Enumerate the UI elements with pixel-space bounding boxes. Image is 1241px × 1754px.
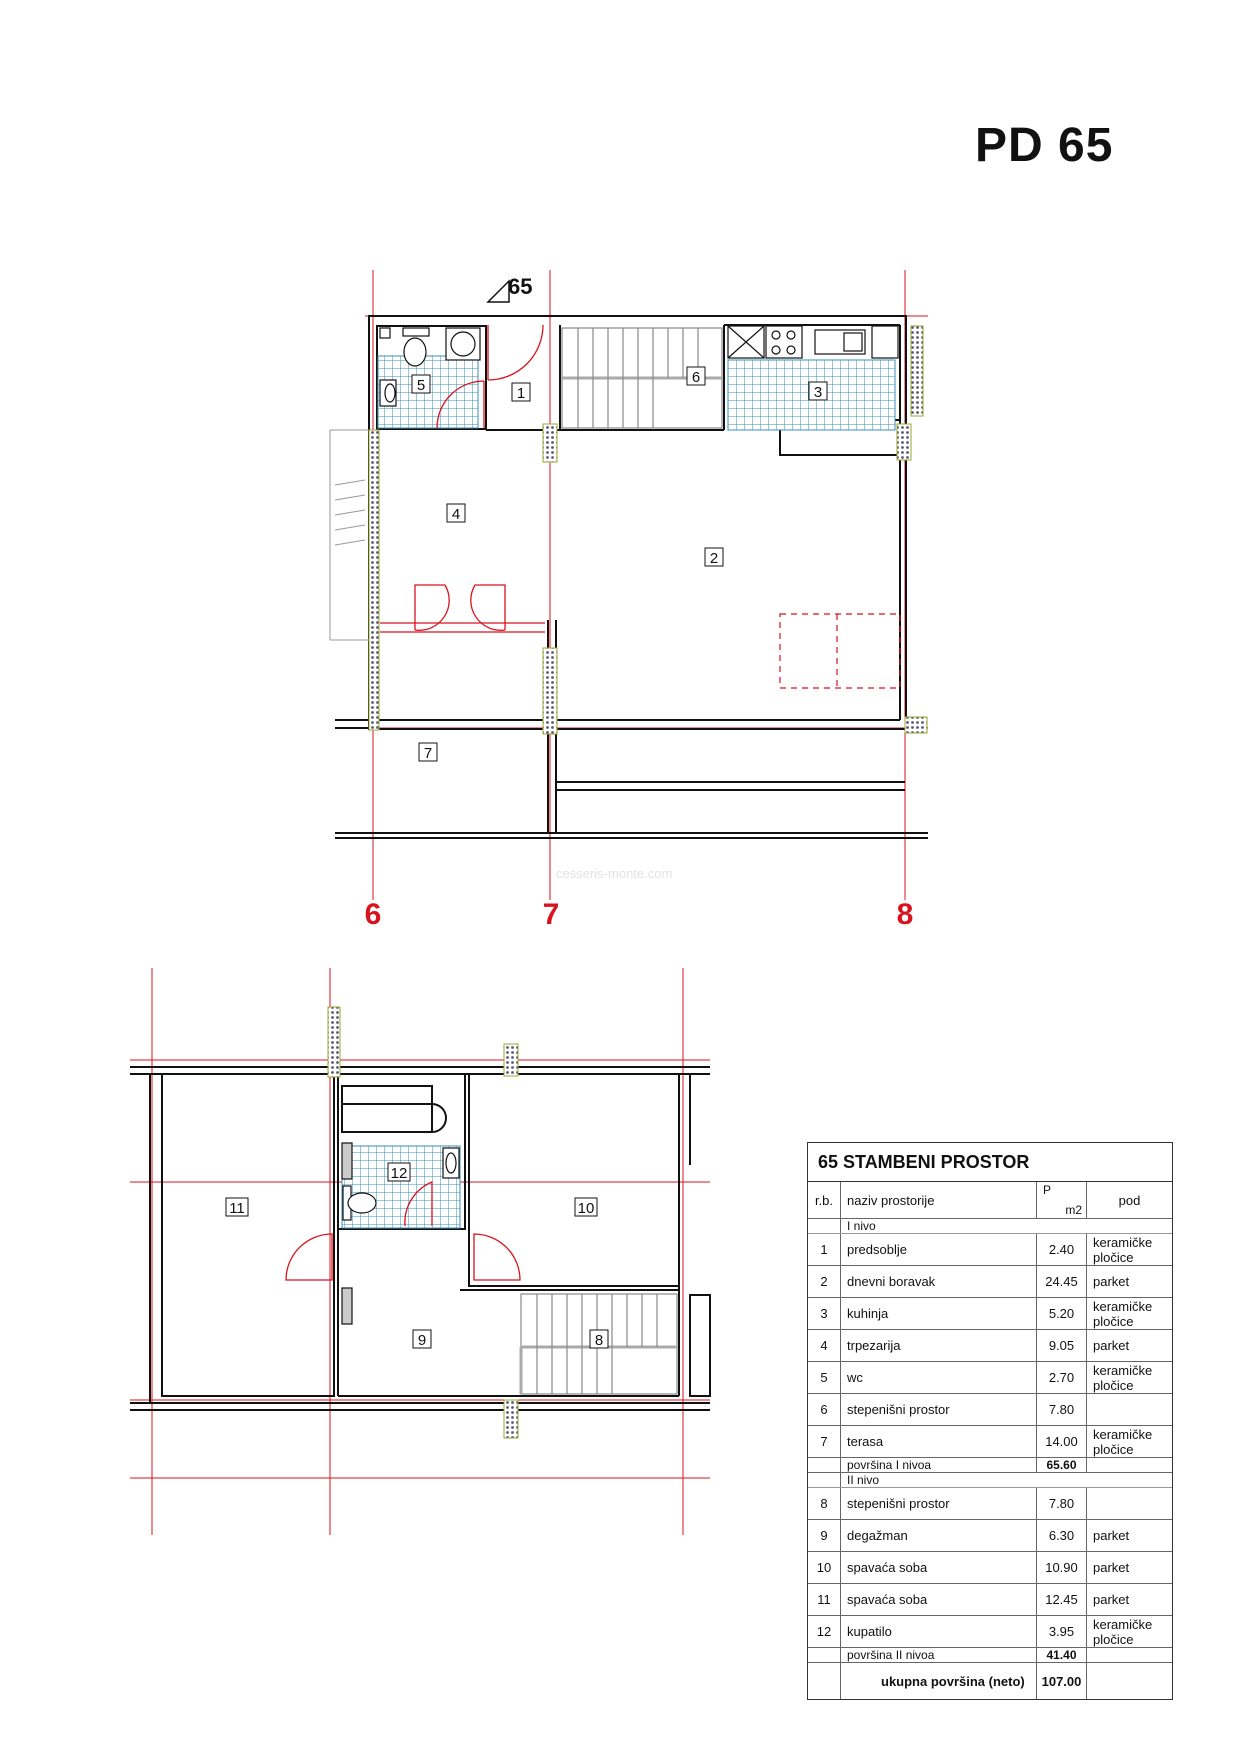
room-number: 10: [808, 1552, 841, 1583]
grid-lines-level-2: [130, 968, 710, 1535]
level-2-total-label: površina II nivoa: [841, 1648, 1037, 1662]
room-name: dnevni boravak: [841, 1266, 1037, 1297]
room-label-9: [413, 1330, 431, 1349]
kitchen-fixtures: [728, 326, 898, 358]
room-name: stepenišni prostor: [841, 1394, 1037, 1425]
room-label-3: [809, 382, 827, 401]
room-number: 1: [808, 1234, 841, 1265]
room-label-5: [412, 375, 430, 394]
room-area-table: [807, 1142, 1173, 1700]
room-name: kuhinja: [841, 1298, 1037, 1329]
room-name: stepenišni prostor: [841, 1488, 1037, 1519]
room-name: terasa: [841, 1426, 1037, 1457]
level-2-plan: [130, 968, 710, 1535]
room-number: 6: [808, 1394, 841, 1425]
room-area: 7.80: [1037, 1488, 1087, 1519]
room-label-11: [226, 1198, 248, 1217]
room-area: 2.40: [1037, 1234, 1087, 1265]
room-number: 7: [808, 1426, 841, 1457]
table-row: [808, 1234, 1172, 1266]
room-name: spavaća soba: [841, 1552, 1037, 1583]
room-label-2: [705, 548, 723, 567]
room-area: 10.90: [1037, 1552, 1087, 1583]
bathroom-tile-floor: [342, 1146, 460, 1228]
level-2-total-row: [808, 1648, 1172, 1663]
room-name: wc: [841, 1362, 1037, 1393]
table-row: [808, 1266, 1172, 1298]
table-row: [808, 1616, 1172, 1648]
room-area: 5.20: [1037, 1298, 1087, 1329]
page-title: PD 65: [975, 119, 1114, 172]
svg-text:12: 12: [390, 1165, 408, 1182]
axis-label-6: 6: [364, 898, 382, 931]
header-area-unit: m2: [1065, 1203, 1082, 1217]
room-label-4: [447, 504, 465, 523]
room-number: 3: [808, 1298, 841, 1329]
axis-label-8: 8: [896, 898, 914, 931]
level-1-label: I nivo: [847, 1219, 876, 1233]
dining-table-outline: [780, 614, 900, 688]
header-area-symbol: P: [1043, 1183, 1052, 1197]
room-floor: keramičke pločice: [1093, 1616, 1153, 1647]
room-label-12: [388, 1163, 410, 1182]
table-row: [808, 1426, 1172, 1458]
grand-total-row: [808, 1663, 1172, 1699]
room-area: 9.05: [1037, 1330, 1087, 1361]
room-number: 12: [808, 1616, 841, 1647]
level-1-total-row: [808, 1458, 1172, 1473]
table-header-row: [808, 1182, 1172, 1219]
room-area: 7.80: [1037, 1394, 1087, 1425]
room-area: 14.00: [1037, 1426, 1087, 1457]
table-row: [808, 1362, 1172, 1394]
room-number: 9: [808, 1520, 841, 1551]
room-label-6: [687, 367, 705, 386]
room-label-8: [590, 1330, 608, 1349]
level-1-total-value: 65.60: [1037, 1458, 1087, 1472]
grand-total-label: ukupna površina (neto): [841, 1663, 1037, 1699]
room-floor: [1087, 1394, 1172, 1425]
room-number: 11: [808, 1584, 841, 1615]
table-row: [808, 1298, 1172, 1330]
svg-text:3: 3: [813, 384, 823, 401]
room-name: degažman: [841, 1520, 1037, 1551]
header-name: naziv prostorije: [841, 1182, 1037, 1218]
level-1-label-row: [808, 1219, 1172, 1234]
table-row: [808, 1520, 1172, 1552]
watermark: cesseris-monte.com: [556, 866, 673, 881]
room-area: 24.45: [1037, 1266, 1087, 1297]
room-floor: keramičke pločice: [1093, 1362, 1153, 1393]
svg-text:8: 8: [594, 1332, 604, 1349]
svg-text:4: 4: [451, 506, 461, 523]
level-1-total-label: površina I nivoa: [841, 1458, 1037, 1472]
room-area: 6.30: [1037, 1520, 1087, 1551]
room-floor: parket: [1093, 1528, 1130, 1543]
header-floor: pod: [1118, 1192, 1141, 1208]
table-row: [808, 1488, 1172, 1520]
room-floor: parket: [1093, 1274, 1130, 1289]
header-area: [1037, 1182, 1087, 1218]
room-floor: keramičke pločice: [1093, 1426, 1153, 1457]
section-marker: [488, 274, 532, 302]
svg-text:10: 10: [577, 1200, 595, 1217]
svg-text:5: 5: [416, 377, 426, 394]
table-row: [808, 1584, 1172, 1616]
grand-total-value: 107.00: [1037, 1663, 1087, 1699]
room-area: 3.95: [1037, 1616, 1087, 1647]
axis-label-7: 7: [542, 898, 560, 931]
room-floor: keramičke pločice: [1093, 1234, 1153, 1265]
room-floor: parket: [1093, 1560, 1130, 1575]
level-2-label-row: [808, 1473, 1172, 1488]
svg-text:9: 9: [417, 1332, 427, 1349]
room-number: 8: [808, 1488, 841, 1519]
level-2-total-value: 41.40: [1037, 1648, 1087, 1662]
left-facade-louvers: [330, 430, 369, 640]
table-row: [808, 1330, 1172, 1362]
room-name: predsoblje: [841, 1234, 1037, 1265]
svg-text:7: 7: [423, 745, 433, 762]
table-row: [808, 1394, 1172, 1426]
svg-text:1: 1: [516, 385, 526, 402]
svg-text:2: 2: [709, 550, 719, 567]
room-label-7: [419, 743, 437, 762]
table-row: [808, 1552, 1172, 1584]
room-area: 2.70: [1037, 1362, 1087, 1393]
level-2-label: II nivo: [847, 1473, 880, 1487]
room-floor: [1087, 1488, 1172, 1519]
room-name: spavaća soba: [841, 1584, 1037, 1615]
level-1-plan: [330, 270, 928, 931]
room-label-1: [512, 383, 530, 402]
room-label-10: [575, 1198, 597, 1217]
room-floor: parket: [1093, 1338, 1130, 1353]
room-floor: keramičke pločice: [1093, 1298, 1153, 1329]
header-no: r.b.: [808, 1182, 841, 1218]
room-name: kupatilo: [841, 1616, 1037, 1647]
svg-text:11: 11: [229, 1200, 245, 1217]
room-number: 5: [808, 1362, 841, 1393]
room-floor: parket: [1093, 1592, 1130, 1607]
walls-level-2: [130, 1067, 710, 1410]
room-number: 4: [808, 1330, 841, 1361]
room-number: 2: [808, 1266, 841, 1297]
section-marker-label: 65: [508, 274, 533, 299]
room-area: 12.45: [1037, 1584, 1087, 1615]
svg-text:6: 6: [691, 369, 701, 386]
table-title: 65 STAMBENI PROSTOR: [808, 1143, 1172, 1182]
room-name: trpezarija: [841, 1330, 1037, 1361]
